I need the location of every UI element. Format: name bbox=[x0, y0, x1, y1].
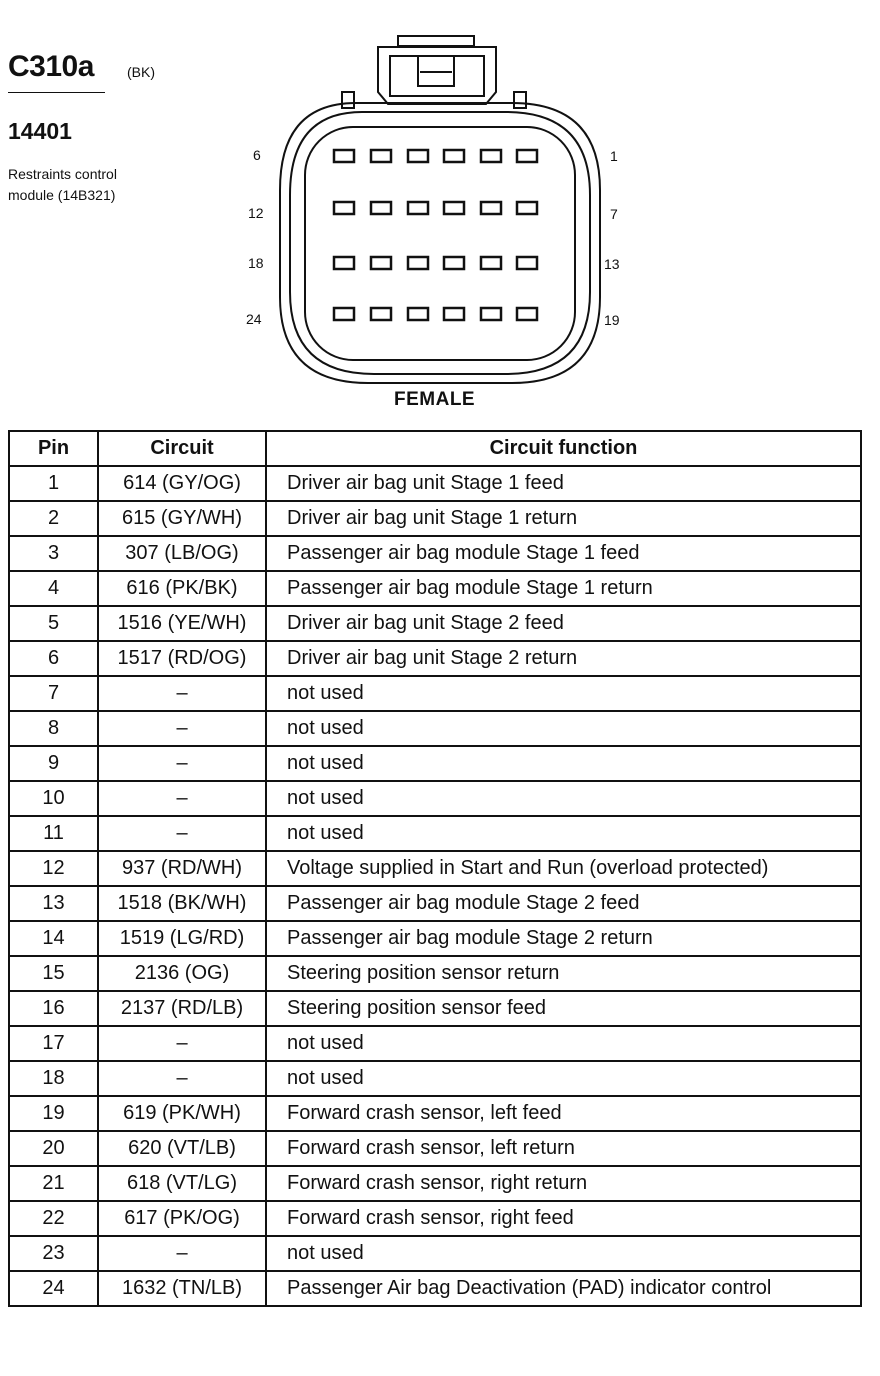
table-row bbox=[9, 606, 861, 641]
table-row bbox=[9, 851, 861, 886]
function-cell: not used bbox=[266, 816, 861, 851]
pin-cell: 7 bbox=[9, 676, 98, 711]
pin-label-right-row-2: 7 bbox=[610, 206, 618, 222]
table-row bbox=[9, 466, 861, 501]
connector-face-diagram bbox=[0, 0, 880, 420]
table-row bbox=[9, 991, 861, 1026]
table-header-row bbox=[9, 431, 861, 466]
pin-label-left-row-2: 12 bbox=[248, 205, 264, 221]
table-row bbox=[9, 1236, 861, 1271]
pin-cell: 18 bbox=[9, 1061, 98, 1096]
circuit-cell: 1518 (BK/WH) bbox=[98, 886, 266, 921]
terminal-cavities bbox=[334, 150, 537, 320]
pin-cell: 15 bbox=[9, 956, 98, 991]
table-row bbox=[9, 921, 861, 956]
circuit-cell: 614 (GY/OG) bbox=[98, 466, 266, 501]
pin-cell: 21 bbox=[9, 1166, 98, 1201]
connector-color-code: (BK) bbox=[127, 64, 155, 80]
pin-cell: 12 bbox=[9, 851, 98, 886]
column-header-circuit: Circuit bbox=[98, 431, 266, 466]
circuit-cell: 937 (RD/WH) bbox=[98, 851, 266, 886]
circuit-cell: 617 (PK/OG) bbox=[98, 1201, 266, 1236]
circuit-cell: – bbox=[98, 1236, 266, 1271]
function-cell: not used bbox=[266, 781, 861, 816]
column-header-pin: Pin bbox=[9, 431, 98, 466]
pin-label-right-row-1: 1 bbox=[610, 148, 618, 164]
table-row bbox=[9, 676, 861, 711]
function-cell: not used bbox=[266, 711, 861, 746]
table-row bbox=[9, 886, 861, 921]
function-cell: Passenger air bag module Stage 1 return bbox=[266, 571, 861, 606]
pin-cell: 1 bbox=[9, 466, 98, 501]
table-row bbox=[9, 1026, 861, 1061]
function-cell: Steering position sensor return bbox=[266, 956, 861, 991]
pin-cell: 14 bbox=[9, 921, 98, 956]
circuit-cell: 2136 (OG) bbox=[98, 956, 266, 991]
table-row bbox=[9, 1201, 861, 1236]
function-cell: not used bbox=[266, 746, 861, 781]
connector-outline bbox=[280, 36, 600, 383]
circuit-cell: – bbox=[98, 676, 266, 711]
function-cell: Driver air bag unit Stage 2 return bbox=[266, 641, 861, 676]
part-number: 14401 bbox=[8, 118, 72, 144]
table-row bbox=[9, 501, 861, 536]
pinout-table bbox=[8, 430, 862, 1307]
circuit-cell: 619 (PK/WH) bbox=[98, 1096, 266, 1131]
pin-cell: 2 bbox=[9, 501, 98, 536]
column-header-function: Circuit function bbox=[266, 431, 861, 466]
pin-cell: 13 bbox=[9, 886, 98, 921]
pin-label-right-row-4: 19 bbox=[604, 312, 620, 328]
pin-cell: 4 bbox=[9, 571, 98, 606]
function-cell: Driver air bag unit Stage 1 return bbox=[266, 501, 861, 536]
table-row bbox=[9, 956, 861, 991]
connector-id: C310a bbox=[8, 50, 94, 83]
pin-cell: 24 bbox=[9, 1271, 98, 1306]
pin-cell: 8 bbox=[9, 711, 98, 746]
function-cell: Forward crash sensor, right feed bbox=[266, 1201, 861, 1236]
function-cell: Driver air bag unit Stage 1 feed bbox=[266, 466, 861, 501]
pin-label-left-row-4: 24 bbox=[246, 311, 262, 327]
pin-cell: 17 bbox=[9, 1026, 98, 1061]
table-row bbox=[9, 746, 861, 781]
circuit-cell: 1632 (TN/LB) bbox=[98, 1271, 266, 1306]
pin-cell: 10 bbox=[9, 781, 98, 816]
circuit-cell: – bbox=[98, 816, 266, 851]
circuit-cell: 1517 (RD/OG) bbox=[98, 641, 266, 676]
function-cell: Passenger air bag module Stage 2 feed bbox=[266, 886, 861, 921]
connector-gender-label: FEMALE bbox=[394, 389, 476, 410]
description-line-2: module (14B321) bbox=[8, 187, 116, 203]
circuit-cell: – bbox=[98, 711, 266, 746]
pin-cell: 3 bbox=[9, 536, 98, 571]
pin-cell: 6 bbox=[9, 641, 98, 676]
circuit-cell: 307 (LB/OG) bbox=[98, 536, 266, 571]
function-cell: not used bbox=[266, 676, 861, 711]
circuit-cell: 620 (VT/LB) bbox=[98, 1131, 266, 1166]
pin-cell: 20 bbox=[9, 1131, 98, 1166]
circuit-cell: 1519 (LG/RD) bbox=[98, 921, 266, 956]
table-row bbox=[9, 1131, 861, 1166]
function-cell: Driver air bag unit Stage 2 feed bbox=[266, 606, 861, 641]
function-cell: Passenger air bag module Stage 2 return bbox=[266, 921, 861, 956]
function-cell: not used bbox=[266, 1236, 861, 1271]
circuit-cell: – bbox=[98, 1026, 266, 1061]
table-row bbox=[9, 816, 861, 851]
table-row bbox=[9, 781, 861, 816]
function-cell: Forward crash sensor, left feed bbox=[266, 1096, 861, 1131]
function-cell: Forward crash sensor, left return bbox=[266, 1131, 861, 1166]
function-cell: Steering position sensor feed bbox=[266, 991, 861, 1026]
pin-cell: 22 bbox=[9, 1201, 98, 1236]
pin-cell: 23 bbox=[9, 1236, 98, 1271]
function-cell: Forward crash sensor, right return bbox=[266, 1166, 861, 1201]
circuit-cell: – bbox=[98, 1061, 266, 1096]
circuit-cell: – bbox=[98, 781, 266, 816]
table-row bbox=[9, 711, 861, 746]
circuit-cell: 618 (VT/LG) bbox=[98, 1166, 266, 1201]
pin-cell: 9 bbox=[9, 746, 98, 781]
pin-cell: 16 bbox=[9, 991, 98, 1026]
circuit-cell: – bbox=[98, 746, 266, 781]
function-cell: Voltage supplied in Start and Run (overload protected) bbox=[266, 851, 861, 886]
function-cell: Passenger air bag module Stage 1 feed bbox=[266, 536, 861, 571]
table-row bbox=[9, 1061, 861, 1096]
pin-cell: 19 bbox=[9, 1096, 98, 1131]
table-row bbox=[9, 536, 861, 571]
function-cell: not used bbox=[266, 1061, 861, 1096]
function-cell: not used bbox=[266, 1026, 861, 1061]
pin-label-left-row-3: 18 bbox=[248, 255, 264, 271]
pin-label-right-row-3: 13 bbox=[604, 256, 620, 272]
table-row bbox=[9, 1096, 861, 1131]
table-row bbox=[9, 641, 861, 676]
function-cell: Passenger Air bag Deactivation (PAD) indicator control bbox=[266, 1271, 861, 1306]
pin-label-left-row-1: 6 bbox=[253, 147, 261, 163]
table-row bbox=[9, 571, 861, 606]
circuit-cell: 1516 (YE/WH) bbox=[98, 606, 266, 641]
description-line-1: Restraints control bbox=[8, 166, 117, 182]
table-row bbox=[9, 1271, 861, 1306]
pin-cell: 11 bbox=[9, 816, 98, 851]
circuit-cell: 2137 (RD/LB) bbox=[98, 991, 266, 1026]
pinout-table-body bbox=[9, 466, 861, 1306]
circuit-cell: 615 (GY/WH) bbox=[98, 501, 266, 536]
pin-cell: 5 bbox=[9, 606, 98, 641]
table-row bbox=[9, 1166, 861, 1201]
circuit-cell: 616 (PK/BK) bbox=[98, 571, 266, 606]
